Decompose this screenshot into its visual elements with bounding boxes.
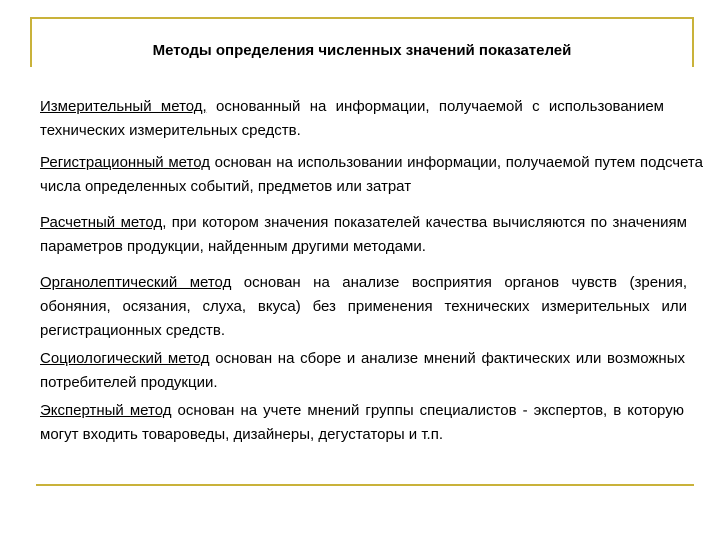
method-measuring <box>40 95 664 143</box>
method-description: , при котором значения показателей качества вычисляются по значениям параметров продукции, найденным другими методами. <box>40 214 687 255</box>
method-term: Регистрационный метод <box>40 154 210 171</box>
slide-title: Методы определения численных значений показателей <box>152 42 572 59</box>
method-expert <box>40 399 684 447</box>
method-description: основан на учете мнений группы специалистов - экспертов, в которую могут входить товароведы, дизайнеры, дегустаторы и т.п. <box>40 402 684 443</box>
method-term: Экспертный метод <box>40 402 172 419</box>
method-term: Измерительный метод, <box>40 98 207 115</box>
frame-top-line <box>30 17 694 19</box>
method-description: основан на использовании информации, получаемой путем подсчета числа определенных событий, предметов или затрат <box>40 154 703 195</box>
method-description: основан на анализе восприятия органов чувств (зрения, обоняния, осязания, слуха, вкуса) без применения технических измерительных или регистрационных средств. <box>40 274 687 339</box>
method-term: Органолептический метод <box>40 274 232 291</box>
method-description: основан на сборе и анализе мнений фактических или возможных потребителей продукции. <box>40 350 685 391</box>
method-registration <box>40 151 703 199</box>
method-organoleptic <box>40 271 687 343</box>
method-term: Расчетный метод <box>40 214 163 231</box>
method-calculation <box>40 211 687 259</box>
method-description: основанный на информации, получаемой с использованием технических измерительных средств. <box>40 98 664 139</box>
method-sociological <box>40 347 685 395</box>
frame-bottom-line <box>36 484 694 486</box>
method-term: Социологический метод <box>40 350 210 367</box>
